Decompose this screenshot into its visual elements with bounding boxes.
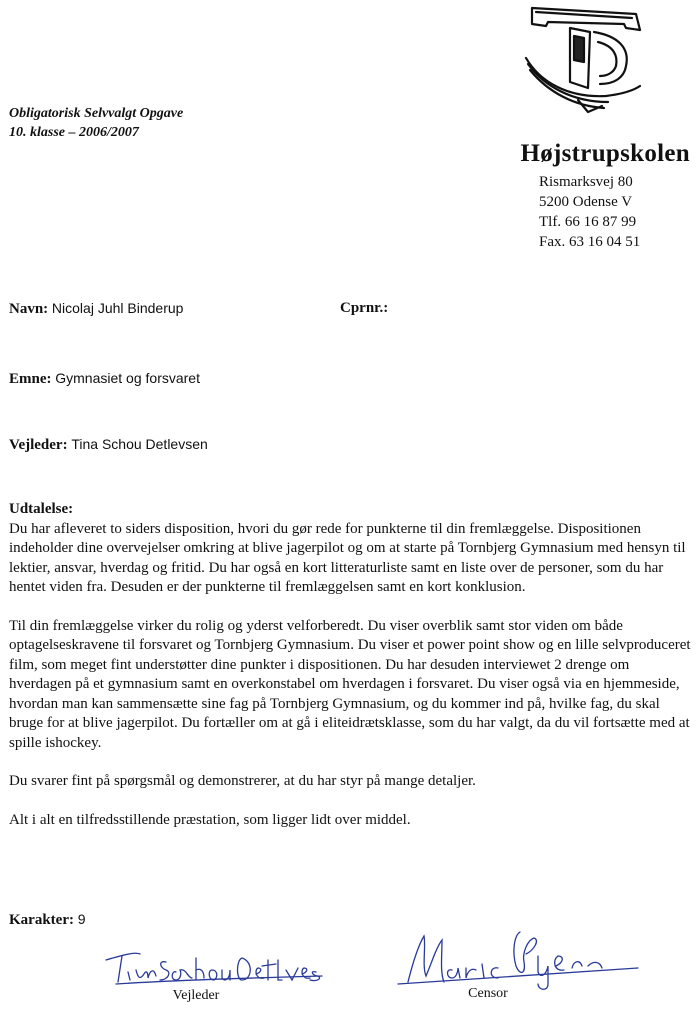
grade-field — [9, 909, 86, 930]
subject-field — [9, 368, 200, 389]
school-street: Rismarksvej 80 — [539, 174, 633, 190]
assignment-class-year: 10. klasse – 2006/2007 — [9, 125, 139, 140]
school-phone: Tlf. 66 16 87 99 — [539, 214, 637, 230]
cprnr-label: Cprnr.: — [340, 300, 389, 316]
name-field — [9, 298, 183, 319]
statement-paragraph: Til din fremlæggelse virker du rolig og yderst velforberedt. Du viser overblik samt stor viden om både optagelseskravene til forsvaret og Tornbjerg Gymnasium. Du viser et power point show og en lille selvproduceret film, som meget fint understøtter dine punkter i dispositionen. Du har desuden interviewet 2 drenge om hverdagen på et gymnasium samt en overkonstabel om hverdagen i forsvaret. Du viser også via en hjemmeside, hvordan man kan sammensætte sine fag på Tornbjerg Gymnasium, og du kommer ind på, hvilke fag, du skal bruge for at blive jagerpilot. Du fortæller om at gå i eliteidrætsklasse, som du har valgt, da du vil fortsætte med at spille ishockey. — [9, 617, 691, 751]
grade-value: 9 — [77, 911, 86, 927]
cprnr-field — [340, 298, 388, 318]
statement-paragraph: Du svarer fint på spørgsmål og demonstrerer, at du har styr på mange detaljer. — [9, 773, 476, 789]
school-address — [539, 172, 640, 252]
censor-caption: Censor — [468, 986, 508, 1001]
school-postal-city: 5200 Odense V — [539, 194, 633, 210]
name-value: Nicolaj Juhl Binderup — [51, 300, 184, 316]
censor-signature-icon — [388, 926, 648, 990]
supervisor-value: Tina Schou Detlevsen — [71, 436, 208, 452]
school-name: Højstrupskolen — [520, 140, 690, 167]
statement-section — [9, 500, 693, 849]
supervisor-label: Vejleder: — [9, 437, 68, 453]
supervisor-field — [9, 434, 208, 455]
supervisor-signature — [96, 940, 326, 1010]
censor-signature — [388, 926, 648, 1012]
supervisor-signature-icon — [96, 940, 326, 990]
name-label: Navn: — [9, 301, 49, 317]
supervisor-caption: Vejleder — [172, 988, 220, 1003]
grade-label: Karakter: — [9, 912, 74, 928]
statement-paragraph: Du har afleveret to siders disposition, hvori du gør rede for punkterne til din fremlæggelse. Dispositionen indeholder dine overvejelser omkring at blive jagerpilot og om at starte på Tornbjerg Gymnasium med hensyn til lektier, ansvar, hverdag og fritid. Du har også en kort litteraturliste samt en liste over de personer, som du har hentet viden fra. Desuden er der punkterne til fremlæggelsen samt en kort konklusion. — [9, 520, 686, 595]
school-logo-icon — [518, 2, 654, 114]
school-fax: Fax. 63 16 04 51 — [539, 234, 641, 250]
statement-paragraph: Alt i alt en tilfredsstillende præstation, som ligger lidt over middel. — [9, 811, 411, 828]
statement-heading: Udtalelse: — [9, 501, 74, 517]
subject-label: Emne: — [9, 371, 52, 387]
subject-value: Gymnasiet og forsvaret — [55, 370, 200, 386]
assignment-title: Obligatorisk Selvvalgt Opgave — [9, 106, 184, 121]
assignment-header — [9, 104, 183, 142]
